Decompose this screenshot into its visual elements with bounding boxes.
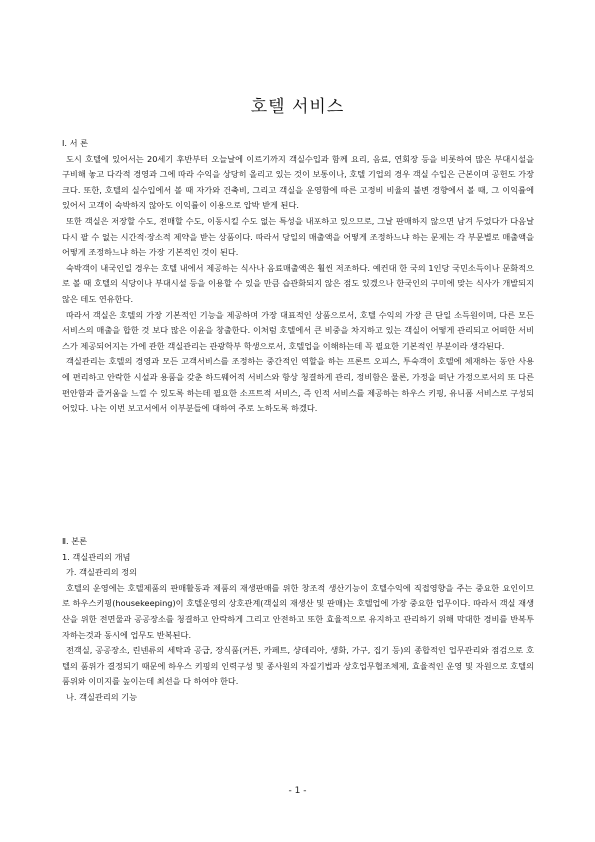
body-heading: Ⅱ. 본론 bbox=[62, 536, 88, 546]
definition-paragraph-1: 호텔의 운영에는 호텔제품의 판매활동과 제품의 재생판매를 위한 창조적 생산기능이 호텔수익에 직접영향을 주는 중요한 요인이므로 하우스키핑(housekeeping)이 호텔운영의 상호관계(객실의 재생산 및 판매)는 호텔업에 가장 중요한 업무이다. 따라서 객실 재생산을 위한 전면물과 공공장소를 청결하고 안락하게 그리고 안전하고 또한 효율적으로 유지하고 관리하기 위해 막대한 경비를 반복투자하는것과 동시에 업무도 반복된다. bbox=[62, 582, 534, 640]
body-section bbox=[62, 534, 534, 706]
intro-paragraph-5: 객실관리는 호텔의 경영과 모든 고객서비스를 조정하는 중간적인 역할을 하는 프론트 오피스, 투숙객이 호텔에 체재하는 동안 사용에 편리하고 안락한 시설과 용품을 갖춘 하드웨어적 서비스와 항상 청결하게 관리, 정비함은 물론, 가정을 떠난 가정으로서의 또 다른 편안함과 즐거움을 느낄 수 있도록 하는데 필요한 소프트적 서비스, 즉 인적 서비스를 제공하는 하우스 키핑, 유니폼 서비스로 구성되어있다. 나는 이번 보고서에서 이부분들에 대하여 주로 노하도록 하겠다. bbox=[62, 356, 534, 414]
intro-paragraph-2: 또한 객실은 저장할 수도, 전매할 수도, 이동시킬 수도 없는 특성을 내포하고 있으므로, 그날 판매하지 않으면 남겨 두었다가 다음날 다시 팔 수 없는 시간적·장소적 제약을 받는 상품이다. 따라서 당일의 매출액을 어떻게 조정하느냐 하는 문제는 각 부문별로 매출액을 어떻게 조정하느냐 하는 가장 기본적인 것이 된다. bbox=[62, 215, 534, 258]
page-number: - 1 - bbox=[288, 786, 307, 796]
intro-paragraph-3: 숙박객이 내국인일 경우는 호텔 내에서 제공하는 식사나 음료매출액은 훨씬 저조하다. 예컨대 한 국의 1인당 국민소득이나 문화적으로 볼 때 호텔의 식당이나 부대시설 등을 이용할 수 있을 만큼 습관화되지 않은 점도 있겠으나 한국인의 구미에 맞는 식사가 개발되지 않은 데도 연유한다. bbox=[62, 262, 534, 304]
introduction-heading: Ⅰ. 서 론 bbox=[62, 138, 89, 148]
intro-paragraph-1: 도시 호텔에 있어서는 20세기 후반부터 오늘날에 이르기까지 객실수입과 함께 요리, 음료, 연회장 등을 비롯하여 많은 부대시설을 구비해 놓고 다각적 경영과 그에 따라 수익을 상당히 올리고 있는 것이 보통이나, 호텔 기업의 경우 객실 수입은 근본이며 공헌도 가장 크다. 또한, 호텔의 실수입에서 볼 때 자가와 건축비, 그리고 객실을 운영함에 따른 고정비 비율의 불변 경향에서 볼 때, 그 이익률에 있어서 고객이 숙박하지 않아도 이익률이 이용으로 압박 받게 된다. bbox=[62, 153, 534, 211]
section-heading-concept: 1. 객실관리의 개념 bbox=[62, 551, 131, 562]
introduction-section bbox=[62, 136, 534, 417]
subsection-heading-definition: 가. 객실관리의 정의 bbox=[66, 567, 138, 578]
document-title: 호텔 서비스 bbox=[250, 97, 345, 117]
definition-paragraph-2: 전객실, 공공장소, 린넨류의 세탁과 공급, 장식품(커튼, 카페트, 샹데리아, 생화, 가구, 집기 등)의 종합적인 업무관리와 점검으로 호텔의 품위가 결정되기 때문에 하우스 키핑의 인력구성 및 종사원의 자질기법과 상호업무협조체제, 효율적인 운영 및 자원으로 호텔의 품위와 이미지를 높이는데 최선을 다 하여야 한다. bbox=[62, 645, 534, 687]
subsection-heading-function: 나. 객실관리의 기능 bbox=[66, 691, 138, 702]
intro-paragraph-4: 따라서 객실은 호텔의 가장 기본적인 기능을 제공하며 가장 대표적인 상품으로서, 호텔 수익의 가장 큰 단일 소득원이며, 다른 모든 서비스의 매출을 합한 것 보다 많은 이윤을 창출한다. 이처럼 호텔에서 큰 비중을 차지하고 있는 객실이 어떻게 관리되고 어떠한 서비스가 제공되어지는 가에 관한 객실관리는 관광학부 학생으로서, 호텔업을 이해하는데 꼭 필요한 기본적인 부분이라 생각된다. bbox=[62, 309, 534, 351]
